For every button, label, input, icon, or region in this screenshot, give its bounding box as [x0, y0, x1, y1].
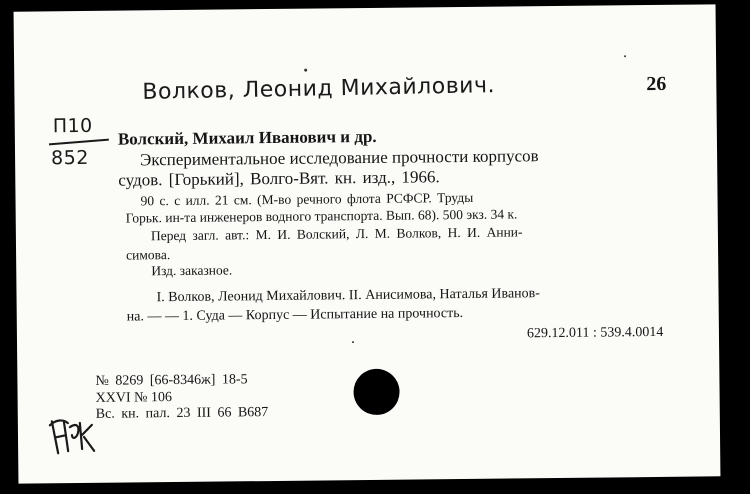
- footer-line-3: Вс. кн. пал. 23 III 66 В687: [95, 405, 269, 422]
- catalog-card: [14, 4, 721, 483]
- entry-heading: Волский, Михаил Иванович и др.: [117, 126, 377, 149]
- series-statement: Горьк. ин-та инженеров водного транспорта. Вып. 68). 500 экз. 34 к.: [125, 206, 518, 226]
- stray-dot: [624, 55, 626, 57]
- title-line-1: Экспериментальное исследование прочности корпусов: [140, 146, 539, 170]
- note-line-2: симова.: [126, 247, 171, 263]
- call-number-rule: [49, 139, 109, 146]
- tracings-line-2: на. — — 1. Суда — Корпус — Испытание на прочность.: [126, 305, 464, 325]
- punched-hole: [353, 369, 399, 415]
- footer-line-1: № 8269 [66-8346ж] 18-5: [95, 372, 248, 389]
- handwritten-author: Волков, Леонид Михайлович.: [142, 73, 496, 105]
- stray-dot: [352, 341, 354, 343]
- card-number: 26: [646, 72, 667, 96]
- signature-mark: [46, 413, 106, 460]
- stray-dot: [304, 69, 307, 72]
- tracings-line-1: I. Волков, Леонид Михайлович. II. Анисимова, Наталья Иванов-: [156, 286, 540, 306]
- note-line-3: Изд. заказное.: [151, 262, 233, 279]
- note-line-1: Перед загл. авт.: М. И. Волский, Л. М. Волков, Н. И. Анни-: [150, 224, 523, 244]
- footer-line-2: XXVI № 106: [95, 390, 173, 406]
- title-line-2: судов. [Горький], Волго-Вят. кн. изд., 1966.: [118, 167, 440, 190]
- physical-description: 90 с. с илл. 21 см. (М-во речного флота РСФСР. Труды: [140, 189, 474, 209]
- call-number-bottom: 852: [50, 146, 89, 170]
- call-number-top: П10: [52, 114, 93, 138]
- classification-number: 629.12.011 : 539.4.0014: [526, 324, 664, 342]
